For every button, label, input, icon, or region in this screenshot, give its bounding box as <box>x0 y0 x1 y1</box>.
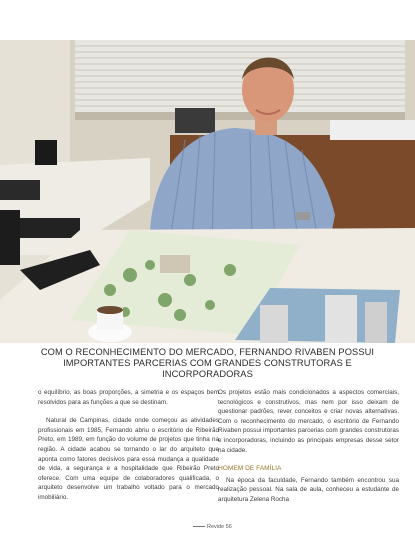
photo-caption <box>30 347 385 380</box>
left-text-column <box>38 388 219 512</box>
magazine-name: Revide <box>207 524 225 530</box>
caption-line-1: COM O RECONHECIMENTO DO MERCADO, FERNANDO RIVABEN POSSUI <box>40 347 375 357</box>
paragraph: Os projetos estão mais condicionados a aspectos comerciais, tecnológicos e construtivos, mas nem por isso deixam de questionar padrões, rever conceitos e criar novas alternativas. Com o reconhecimento do mercado, o escritório de Fernando Rivaben possui importantes parcerias com grandes construtoras e incorporadoras, incluindo as principais empresas desse setor na cidade. <box>218 389 399 454</box>
paragraph: Na época da faculdade, Fernando também encontrou sua realização pessoal. Na sala de aula, conheceu a estudante de arquitetura Zelena Rocha <box>218 476 399 503</box>
caption-line-2: IMPORTANTES PARCERIAS COM GRANDES CONSTRUTORAS E INCORPORADORAS <box>63 358 352 379</box>
page-footer <box>193 524 232 530</box>
paragraph: Natural de Campinas, cidade onde começou as atividades profissionais em 1985, Fernando abriu o escritório de Ribeirão Preto, em 1989, em função do volume de projetos que tinha na região. A cidade acabou se tornando o lar do arquiteto que aponta como fatores decisivos para essa mudança a qualidade de vida, a segurança e a hospitalidade que Ribeirão Preto oferece. Com uma equipe de colaboradores qualificada, o arquiteto desenvolve um trabalho voltado para o mercado imobiliário. <box>38 417 219 501</box>
page-number: 56 <box>225 524 232 530</box>
footer-rule <box>193 526 205 527</box>
photo-architect-office <box>0 40 415 343</box>
section-subtitle: HOMEM DE FAMÍLIA <box>218 465 282 473</box>
paragraph: o equilíbrio, as boas proporções, a simetria e os espaços bem resolvidos para as funções a que se destinam. <box>38 389 219 406</box>
right-text-column <box>218 388 399 514</box>
